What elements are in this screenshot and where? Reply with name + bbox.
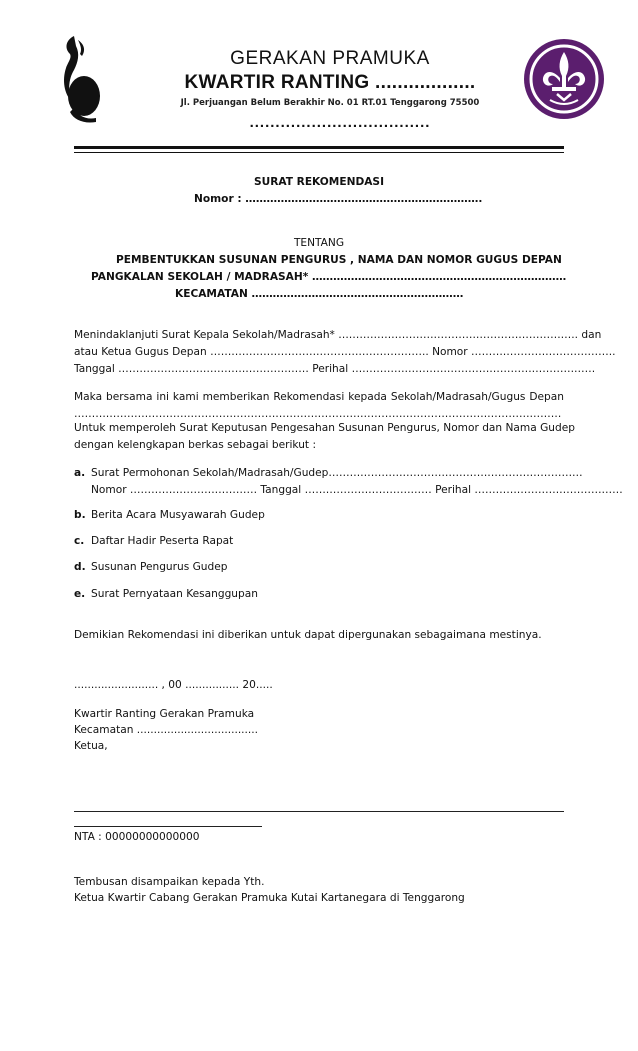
- para1-line1: Menindaklanjuti Surat Kepala Sekolah/Madrasah* ………………………………………………………….. dan: [74, 329, 602, 341]
- tentang-label: TENTANG: [293, 237, 345, 249]
- signature-role: Ketua,: [74, 740, 108, 752]
- list-item-label: d.: [74, 561, 86, 573]
- tunas-kelapa-logo: [56, 34, 104, 124]
- signature-line: [74, 811, 564, 812]
- list-item-label: b.: [74, 509, 86, 521]
- cc-heading: Tembusan disampaikan kepada Yth.: [74, 876, 265, 888]
- list-item-text: Surat Permohonan Sekolah/Madrasah/Gudep………………………………………………………………: [91, 467, 583, 479]
- header-rule-thick: [74, 146, 564, 149]
- para2-line2: …………………………………………………………………………………………………………………………: [74, 408, 562, 420]
- list-item: [74, 586, 258, 603]
- list-item-label: c.: [74, 535, 85, 547]
- list-item-label: a.: [74, 467, 86, 479]
- world-scout-emblem: [523, 38, 605, 120]
- header-dots: ...................................: [249, 114, 431, 131]
- signature-line-short: [74, 826, 262, 827]
- header-org: GERAKAN PRAMUKA: [230, 48, 430, 69]
- header-kwartir: KWARTIR RANTING ..................: [184, 72, 476, 93]
- header-rule-thin: [74, 152, 564, 153]
- list-item-text: Daftar Hadir Peserta Rapat: [91, 535, 234, 547]
- para2-line1: Maka bersama ini kami memberikan Rekomendasi kepada Sekolah/Madrasah/Gugus Depan: [74, 391, 564, 403]
- signature-date: ......................... , 00 ................ 20.....: [74, 679, 273, 691]
- list-item-text: Surat Pernyataan Kesanggupan: [91, 588, 258, 600]
- subject-line-3: KECAMATAN ……………………………………………………: [175, 288, 464, 300]
- subject-line-1: PEMBENTUKKAN SUSUNAN PENGURUS , NAMA DAN NOMOR GUGUS DEPAN: [116, 254, 562, 266]
- para1-line3: Tanggal ……………………………………………… Perihal ……………………………………………………………: [74, 363, 596, 375]
- signature-org: Kwartir Ranting Gerakan Pramuka: [74, 708, 255, 720]
- list-item-subline: Nomor ……………………………… Tanggal ……………………………… Perihal ……………………………………: [91, 484, 623, 496]
- letter-title: SURAT REKOMENDASI: [253, 176, 385, 188]
- para2-line4: dengan kelengkapan berkas sebagai berikut :: [74, 439, 317, 451]
- list-item-text: Berita Acara Musyawarah Gudep: [91, 509, 265, 521]
- para1-line2: atau Ketua Gugus Depan …………………………………………………….. Nomor …………………………………..: [74, 346, 616, 358]
- list-item: [74, 465, 583, 482]
- para2-line3: Untuk memperoleh Surat Keputusan Pengesahan Susunan Pengurus, Nomor dan Nama Gudep: [74, 422, 575, 434]
- closing-statement: Demikian Rekomendasi ini diberikan untuk dapat dipergunakan sebagaimana mestinya.: [74, 629, 542, 641]
- signature-kecamatan: Kecamatan ....................................: [74, 724, 259, 736]
- list-item: [74, 533, 233, 550]
- list-item: [74, 507, 265, 524]
- list-item: [74, 559, 228, 576]
- header-address: Jl. Perjuangan Belum Berakhir No. 01 RT.01 Tenggarong 75500: [180, 98, 480, 108]
- cc-recipient: Ketua Kwartir Cabang Gerakan Pramuka Kutai Kartanegara di Tenggarong: [74, 892, 465, 904]
- signature-nta: NTA : 00000000000000: [74, 831, 200, 843]
- list-item-label: e.: [74, 588, 86, 600]
- list-item-text: Susunan Pengurus Gudep: [91, 561, 228, 573]
- subject-line-2: PANGKALAN SEKOLAH / MADRASAH* ………………………………………………………………: [91, 271, 567, 283]
- letter-number: Nomor : ………………………………………………………….: [194, 193, 483, 205]
